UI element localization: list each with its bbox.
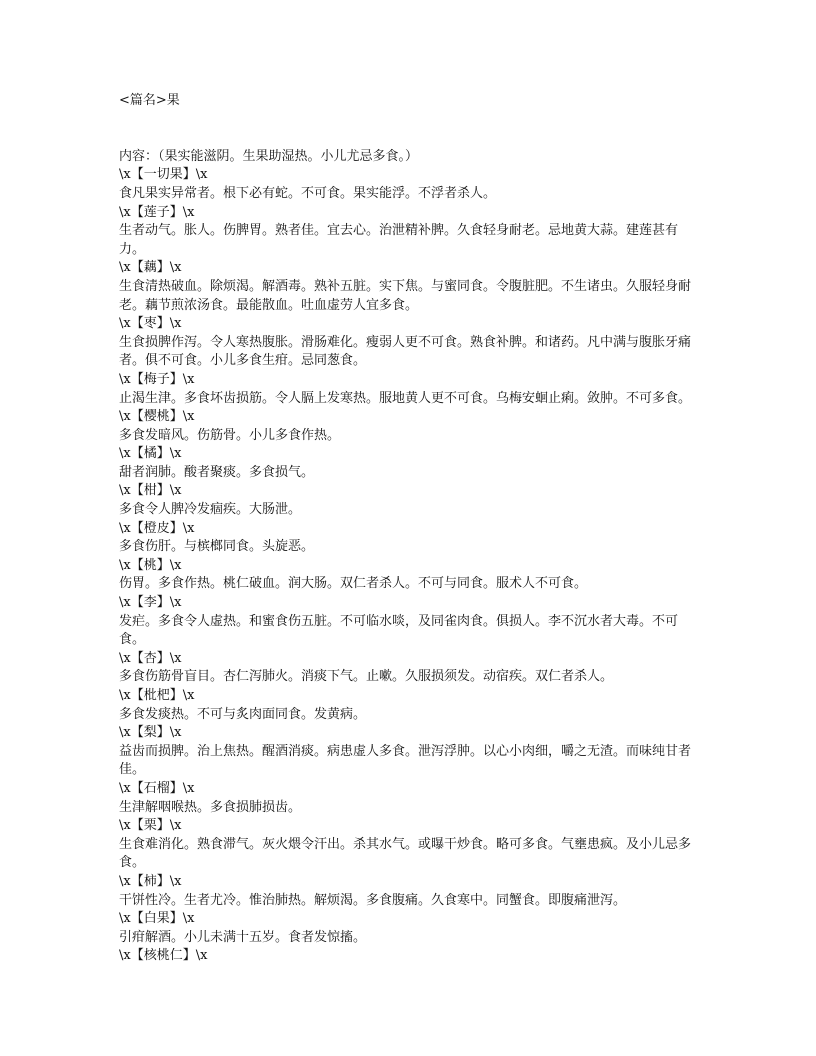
entry-text: 干饼性冷。生者尤冷。惟治肺热。解烦渴。多食腹痛。久食寒中。同蟹食。即腹痛泄泻。 [119,892,627,908]
entry-text: 生食难消化。熟食滞气。灰火煨令汗出。杀其水气。或曝干炒食。略可多食。气壅患疯。及小儿忌多食。 [119,836,692,871]
entry-heading: \x【桃】\x [119,557,182,573]
entry-heading: \x【一切果】\x [119,167,208,183]
entry-heading: \x【柑】\x [119,483,182,499]
entry-heading: \x【梅子】\x [119,371,195,387]
entry-text: 多食发暗风。伤筋骨。小儿多食作热。 [119,427,341,443]
entry-heading: \x【橘】\x [119,446,182,462]
entry-heading: \x【枇杷】\x [119,688,195,703]
entry-text: 止渴生津。多食坏齿损筋。令人膈上发寒热。服地黄人更不可食。乌梅安蛔止痢。敛肿。不可多食。 [119,390,692,406]
entry-text: 益齿而损脾。治上焦热。醒酒消痰。病患虚人多食。泄泻浮肿。以心小肉细，嚼之无渣。而味纯甘者佳。 [119,743,692,778]
entry-text: 甜者润肺。酸者聚痰。多食损气。 [119,464,315,480]
blank-line [119,129,699,148]
entry-heading: \x【核桃仁】\x [119,948,208,964]
entry-text: 生食清热破血。除烦渴。解酒毒。熟补五脏。实下焦。与蜜同食。令腹脏肥。不生诸虫。久服轻身耐老。藕节煎浓汤食。最能散血。吐血虚劳人宜多食。 [119,278,692,313]
entry-text: 多食伤筋骨盲目。杏仁泻肺火。消痰下气。止嗽。久服损须发。动宿疾。双仁者杀人。 [119,669,614,685]
entry-text: 生津解咽喉热。多食损肺损齿。 [119,799,302,815]
entry-text: 生者动气。胀人。伤脾胃。熟者佳。宜去心。治泄精补脾。久食轻身耐老。忌地黄大蒜。建莲甚有力。 [119,223,679,257]
entry-heading: \x【白果】\x [119,911,195,927]
entry-text: 发疟。多食令人虚热。和蜜食伤五脏。不可临水啖，及同雀肉食。俱损人。李不沉水者大毒。不可食。 [119,613,679,648]
entry-text: 多食伤肝。与槟榔同食。头旋恶。 [119,539,315,555]
entry-heading: \x【莲子】\x [119,204,195,220]
entry-heading: \x【枣】\x [119,316,182,332]
entry-heading: \x【梨】\x [119,725,182,741]
entry-text: 伤胃。多食作热。桃仁破血。润大肠。双仁者杀人。不可与同食。服术人不可食。 [119,576,588,592]
document-body [119,92,699,966]
entry-heading: \x【樱桃】\x [119,409,195,425]
entry-heading: \x【杏】\x [119,650,182,666]
document-intro: 内容：（果实能滋阴。生果助湿热。小儿尤忌多食。） [119,148,419,164]
entry-text: 引疳解酒。小儿未满十五岁。食者发惊搐。 [119,929,367,945]
entry-text: 多食令人脾冷发痼疾。大肠泄。 [119,502,302,518]
document-title: <篇名>果 [119,93,180,108]
entry-list [119,166,699,966]
entry-heading: \x【柿】\x [119,873,182,889]
entry-heading: \x【藕】\x [119,260,182,276]
entry-text: 生食损脾作泻。令人寒热腹胀。滑肠难化。瘦弱人更不可食。熟食补脾。和诸药。凡中满与腹胀牙痛者。俱不可食。小儿多食生疳。忌同葱食。 [119,334,692,369]
entry-text: 多食发痰热。不可与炙肉面同食。发黄病。 [119,706,367,722]
entry-heading: \x【栗】\x [119,818,182,834]
entry-heading: \x【李】\x [119,595,182,611]
entry-heading: \x【橙皮】\x [119,520,195,536]
entry-text: 食凡果实异常者。根下必有蛇。不可食。果实能浮。不浮者杀人。 [119,185,497,201]
entry-heading: \x【石榴】\x [119,780,195,796]
